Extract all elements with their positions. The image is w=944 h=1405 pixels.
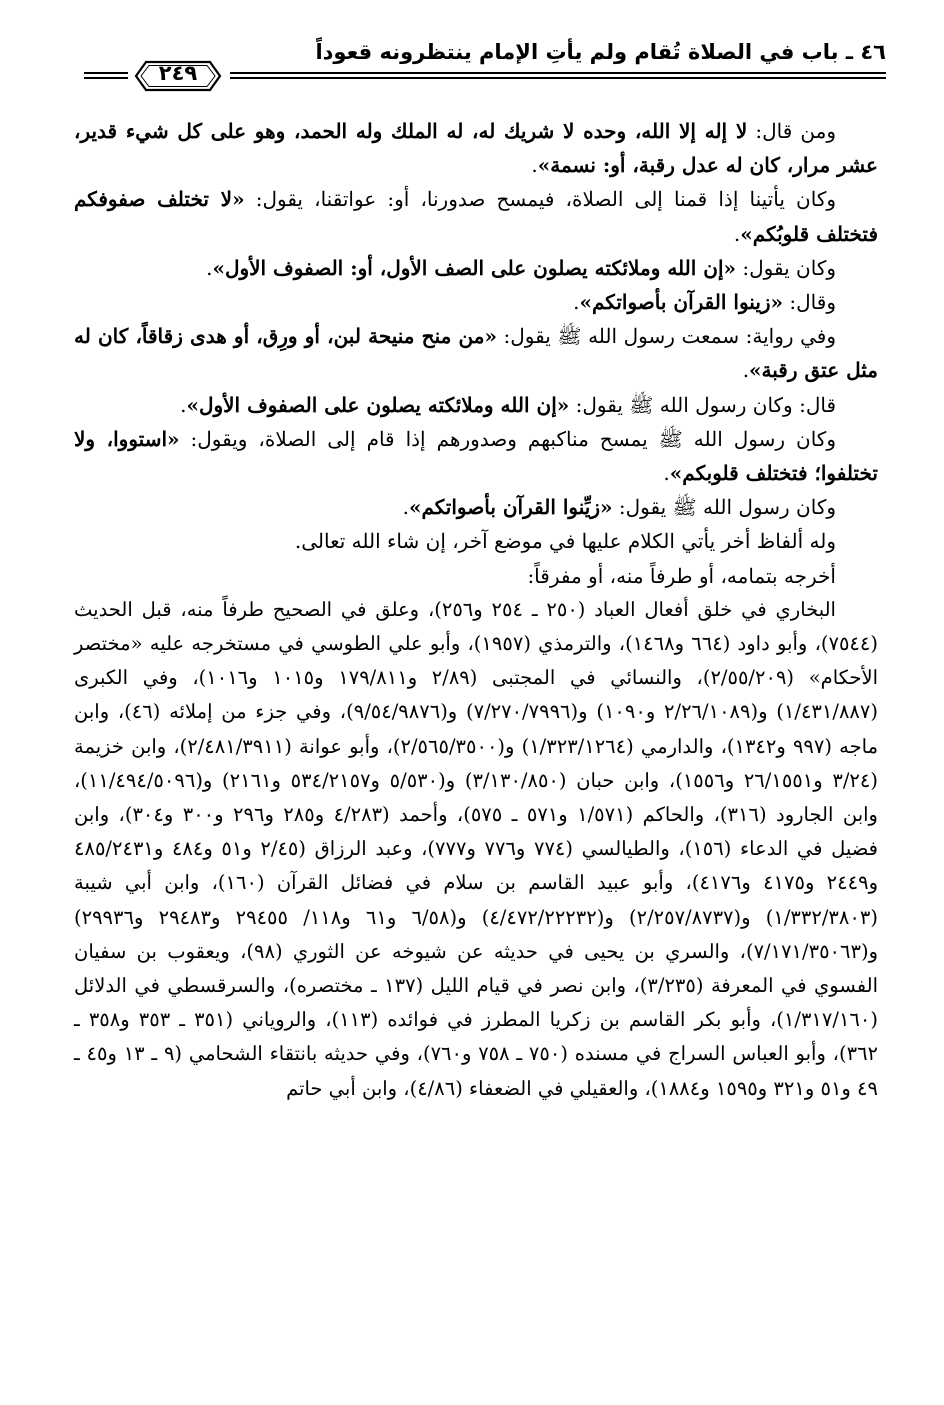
page-number: ٢٤٩: [158, 61, 198, 85]
paragraph: [74, 182, 878, 250]
paragraph: [74, 319, 878, 387]
chapter-title: ٤٦ ـ باب في الصلاة تُقام ولم يأتِ الإمام ينتظرونه قعوداً: [315, 40, 886, 64]
paragraph-prefix: وقال:: [783, 290, 836, 315]
paragraph: [74, 490, 878, 524]
paragraph-text: أخرجه بتمامه، أو طرفاً منه، أو مفرقاً:: [527, 563, 836, 588]
paragraph-prefix: وفي رواية: سمعت رسول الله ﷺ يقول:: [496, 324, 836, 349]
hadith-quote: «إن الله وملائكته يصلون على الصف الأول، أو: الصفوف الأول»: [212, 255, 737, 280]
paragraph-suffix: .: [733, 221, 741, 246]
main-text: [74, 114, 878, 1106]
page-header: [70, 38, 886, 108]
paragraph-suffix: .: [573, 290, 580, 315]
references-paragraph: البخاري في خلق أفعال العباد (٢٥٠ ـ ٢٥٤ و٢٥٦)، وعلق في الصحيح طرفاً منه، قبل الحديث (٧٥٤٤)، وأبو داود (٦٦٤ و١٤٦٨)، والترمذي (١٩٥٧)، وأبو علي الطوسي في مستخرجه عليه «مختصر الأحكام» (٢/٥٥/٢٠٩)، والنسائي في المجتبى (٢/٨٩ و١٧٩/٨١١ و١٠١٥ و١٠١٦)، وفي الكبرى (١/٤٣١/٨٨٧) و(٢/٢٦/١٠٨٩ و١٠٩٠) و(٧/٢٧٠/٧٩٩٦) و(٩/٥٤/٩٨٧٦)، وفي جزء من إملائه (٤٦)، وابن ماجه (٩٩٧ و١٣٤٢)، والدارمي (١/٣٢٣/١٢٦٤) و(٢/٥٦٥/٣٥٠٠)، وأبو عوانة (٢/٤٨١/٣٩١١)، وابن خزيمة (٣/٢٤ و٢٦/١٥٥١ و١٥٥٦)، وابن حبان (٣/١٣٠/٨٥٠) و(٥/٥٣٠ و٥٣٤/٢١٥٧ و٢١٦١) و(١١/٤٩٤/٥٠٩٦)، وابن الجارود (٣١٦)، والحاكم (١/٥٧١ و٥٧١ ـ ٥٧٥)، وأحمد (٤/٢٨٣ و٢٨٥ و٢٩٦ و٣٠٠ و٣٠٤)، وابن فضيل في الدعاء (١٥٦)، والطيالسي (٧٧٤ و٧٧٦ و٧٧٧)، وعبد الرزاق (٢/٤٥ و٥١ و٤٨٤ و٤٨٥/٢٤٣١ و٢٤٤٩ و٤١٧٥ و٤١٧٦)، وأبو عبيد القاسم بن سلام في فضائل القرآن (١٦٠)، وابن أبي شيبة (١/٣٣٢/٣٨٠٣) و(٢/٢٥٧/٨٧٣٧) و(٤/٤٧٢/٢٢٢٣٢) و(٦/٥٨ و٦١ و١١٨/ ٢٩٤٥٥ و٢٩٤٨٣ و٢٩٩٣٦) و(٧/١٧١/٣٥٠٦٣)، والسري بن يحيى في حديثه عن شيوخه عن الثوري (٩٨)، ويعقوب بن سفيان الفسوي في المعرفة (٣/٢٣٥)، وابن نصر في قيام الليل (١٣٧ ـ مختصره)، والسرقسطي في الدلائل (١/٣١٧/١٦٠)، وأبو بكر القاسم بن زكريا المطرز في فوائده (١١٣)، والروياني (٣٥١ ـ ٣٥٣ و٣٥٨ ـ ٣٦٢)، وأبو العباس السراج في مسنده (٧٥٠ ـ ٧٥٨ و٧٦٠)، وفي حديثه بانتقاء الشحامي (٩ ـ ١٣ و٤٥ ـ ٤٩ و٥١ و٣٢١ و١٥٩٥ و١٨٨٤)، والعقيلي في الضعفاء (٤/٨٦)، وابن أبي حاتم: [74, 597, 879, 1100]
hadith-quote: «استووا، ولا تختلفوا؛ فتختلف قلوبكم»: [74, 426, 878, 486]
page-number-badge: [130, 58, 226, 94]
header-rule-left: [84, 72, 128, 74]
paragraph-suffix: .: [663, 461, 670, 486]
paragraph-suffix: .: [402, 495, 409, 520]
paragraph-prefix: وكان يأتينا إذا قمنا إلى الصلاة، فيمسح صدورنا، أو: عواتقنا، يقول:: [244, 187, 837, 212]
hadith-quote: «من منح منيحة لبن، أو ورِق، أو هدى زقاقاً، كان له مثل عتق رقبة»: [74, 324, 878, 383]
paragraph-prefix: قال: وكان رسول الله ﷺ يقول:: [569, 392, 836, 417]
paragraph-suffix: .: [180, 392, 187, 417]
paragraph: [74, 422, 878, 490]
paragraph: [74, 251, 878, 285]
header-rule-left-double: [84, 77, 128, 79]
paragraph-suffix: .: [531, 153, 538, 178]
paragraph-prefix: وكان يقول:: [736, 255, 836, 280]
hadith-quote: «زينوا القرآن بأصواتكم»: [579, 290, 784, 315]
paragraph: [74, 559, 878, 593]
header-rule-right: [230, 72, 886, 74]
paragraph-prefix: وكان رسول الله ﷺ يمسح مناكبهم وصدورهم إذا قام إلى الصلاة، ويقول:: [179, 426, 836, 451]
paragraph: [74, 114, 878, 182]
paragraph: [74, 285, 878, 319]
paragraph-suffix: .: [206, 255, 213, 280]
paragraph-text: وله ألفاظ أخر يأتي الكلام عليها في موضع آخر، إن شاء الله تعالى.: [294, 529, 836, 554]
hadith-quote: لا إله إلا الله، وحده لا شريك له، له الملك وله الحمد، وهو على كل شيء قدير، عشر مرار، كان له عدل رقبة، أو: نسمة»: [74, 119, 878, 178]
header-rule-right-double: [230, 77, 886, 79]
paragraph-suffix: .: [742, 358, 750, 383]
paragraph-prefix: ومن قال:: [747, 119, 837, 143]
paragraph: [74, 388, 878, 422]
hadith-quote: «زيِّنوا القرآن بأصواتكم»: [408, 495, 613, 520]
paragraph-prefix: وكان رسول الله ﷺ يقول:: [612, 495, 836, 520]
hadith-quote: «إن الله وملائكته يصلون على الصفوف الأول»: [186, 392, 570, 417]
paragraph: [74, 524, 878, 558]
hadith-quote: «لا تختلف صفوفكم فتختلف قلوبُكم»: [74, 187, 878, 246]
